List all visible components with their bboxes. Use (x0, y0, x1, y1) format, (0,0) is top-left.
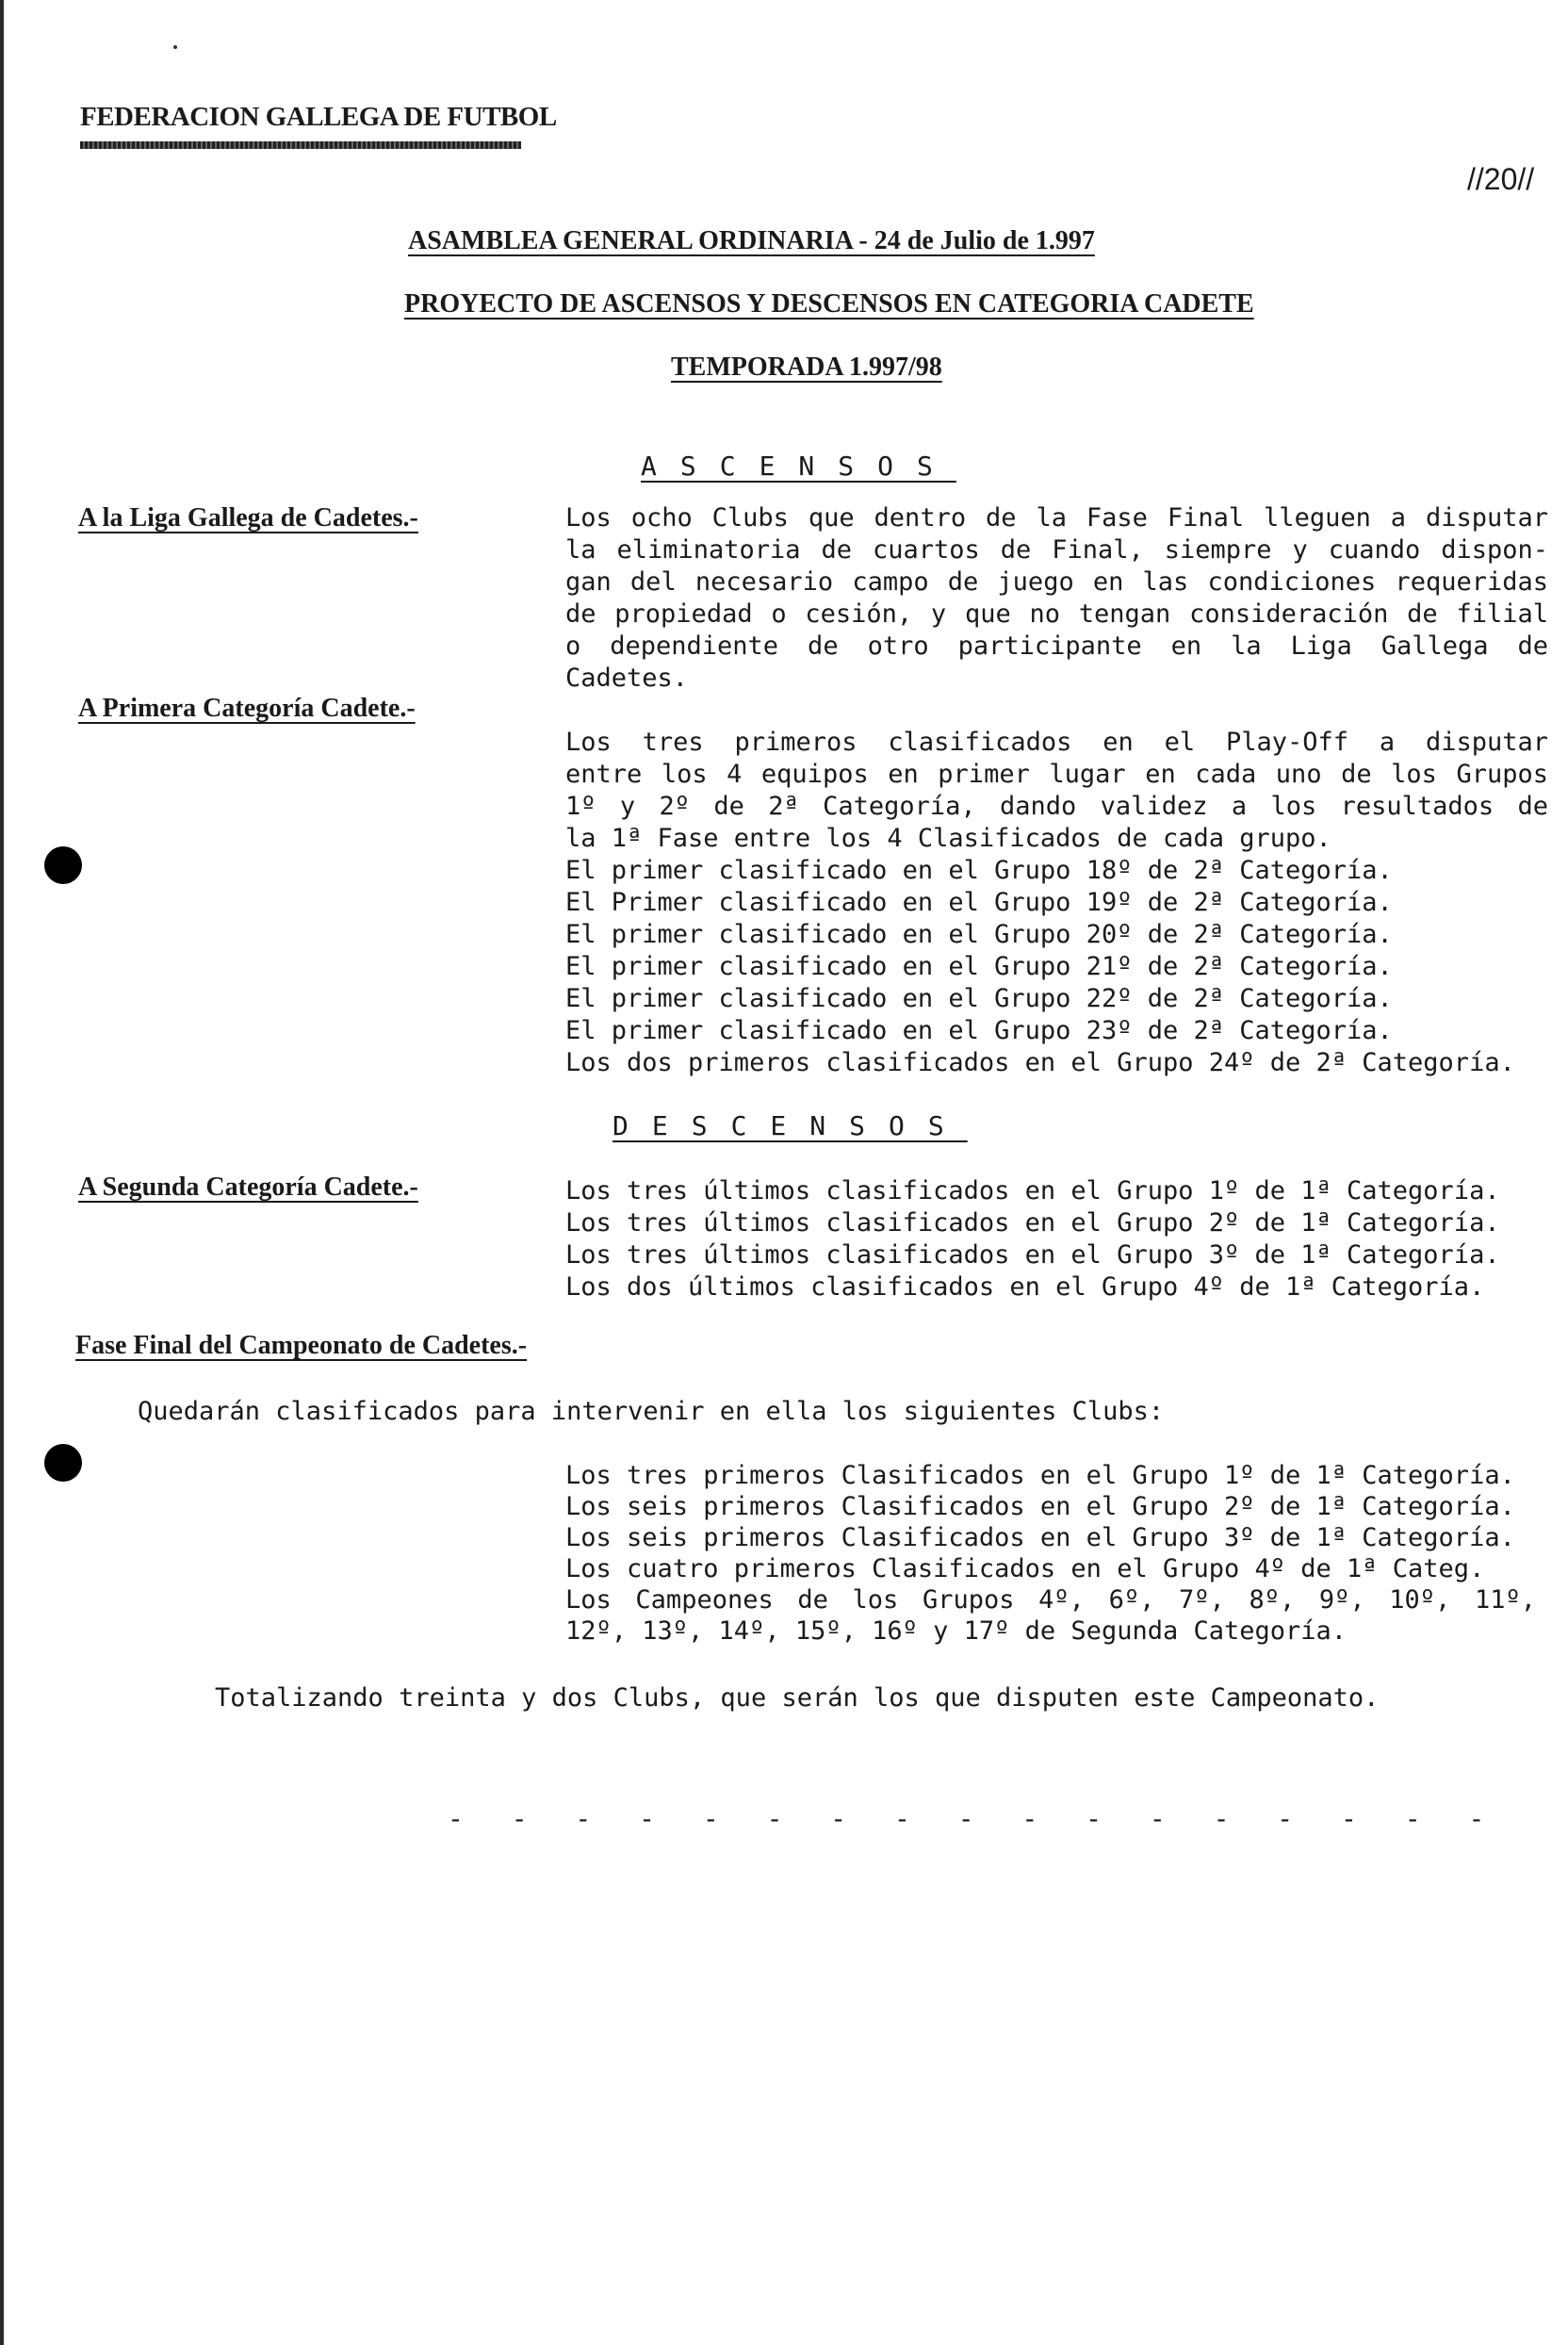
text-line: Los dos primeros clasificados en el Grupo 24º de 2ª Categoría. (565, 1048, 1515, 1077)
season-title: TEMPORADA 1.997/98 (671, 353, 942, 382)
text-line: Los tres últimos clasificados en el Grupo 1º de 1ª Categoría. (565, 1176, 1500, 1205)
fase-final-text (565, 1460, 1536, 1647)
text-line: Los tres últimos clasificados en el Grupo 2º de 1ª Categoría. (565, 1208, 1500, 1238)
text-line: Los seis primeros Clasificados en el Grupo 3º de 1ª Categoría. (565, 1523, 1515, 1552)
text-line: El primer clasificado en el Grupo 20º de 2ª Categoría. (565, 920, 1393, 949)
text-line: de propiedad o cesión, y que no tengan consideración de filial (565, 599, 1548, 629)
text-line: Los tres primeros clasificados en el Play-Off a disputar (565, 728, 1548, 757)
bullet-mark (44, 846, 82, 884)
segunda-categoria-text (565, 1175, 1500, 1304)
text-line: El primer clasificado en el Grupo 18º de 2ª Categoría. (565, 856, 1393, 885)
text-line: El primer clasificado en el Grupo 21º de 2ª Categoría. (565, 952, 1393, 981)
fase-final-total: Totalizando treinta y dos Clubs, que serán los que disputen este Campeonato. (215, 1683, 1380, 1713)
text-line: Los cuatro primeros Clasificados en el Grupo 4º de 1ª Categ. (565, 1554, 1485, 1583)
scan-edge-line (0, 0, 4, 2345)
assembly-title: ASAMBLEA GENERAL ORDINARIA - 24 de Julio de 1.997 (408, 226, 1095, 255)
liga-gallega-text (565, 502, 1548, 695)
text-line: Los tres primeros Clasificados en el Grupo 1º de 1ª Categoría. (565, 1461, 1515, 1490)
text-line: El primer clasificado en el Grupo 22º de 2ª Categoría. (565, 984, 1393, 1013)
text-line: Los dos últimos clasificados en el Grupo 4º de 1ª Categoría. (565, 1272, 1485, 1302)
primera-categoria-text (565, 727, 1548, 1079)
text-line: la 1ª Fase entre los 4 Clasificados de cada grupo. (565, 824, 1331, 853)
ascensos-heading: ASCENSOS (641, 451, 956, 482)
federation-header-underline (80, 141, 521, 149)
text-line: Los ocho Clubs que dentro de la Fase Final lleguen a disputar (565, 503, 1548, 533)
closing-dash-line: - - - - - - - - - - - - - - - - - (448, 1803, 1501, 1834)
text-line: El Primer clasificado en el Grupo 19º de 2ª Categoría. (565, 888, 1393, 917)
text-line: entre los 4 equipos en primer lugar en cada uno de los Grupos (565, 760, 1548, 789)
fase-final-label: Fase Final del Campeonato de Cadetes.- (75, 1331, 528, 1360)
text-line: Cadetes. (565, 664, 689, 693)
liga-gallega-label: A la Liga Gallega de Cadetes.- (78, 503, 418, 533)
page-number: //20// (1467, 162, 1535, 196)
text-line: Los seis primeros Clasificados en el Grupo 2º de 1ª Categoría. (565, 1492, 1515, 1521)
primera-categoria-label: A Primera Categoría Cadete.- (78, 694, 416, 723)
text-line: la eliminatoria de cuartos de Final, siempre y cuando dispon- (565, 535, 1548, 565)
federation-header: FEDERACION GALLEGA DE FUTBOL (80, 102, 557, 132)
text-line: gan del necesario campo de juego en las condiciones requeridas (565, 567, 1548, 597)
bullet-mark (44, 1444, 82, 1482)
segunda-categoria-label: A Segunda Categoría Cadete.- (78, 1172, 418, 1202)
descensos-heading: DESCENSOS (612, 1110, 968, 1141)
text-line: o dependiente de otro participante en la Liga Gallega de (565, 631, 1548, 661)
text-line: El primer clasificado en el Grupo 23º de 2ª Categoría. (565, 1016, 1393, 1045)
project-title: PROYECTO DE ASCENSOS Y DESCENSOS EN CATEGORIA CADETE (404, 289, 1254, 319)
scan-dot (173, 45, 177, 49)
text-line: 1º y 2º de 2ª Categoría, dando validez a los resultados de (565, 792, 1548, 821)
text-line: Los Campeones de los Grupos 4º, 6º, 7º, 8º, 9º, 10º, 11º, (565, 1585, 1536, 1615)
fase-final-intro: Quedarán clasificados para intervenir en ella los siguientes Clubs: (138, 1397, 1165, 1426)
text-line: Los tres últimos clasificados en el Grupo 3º de 1ª Categoría. (565, 1240, 1500, 1270)
text-line: 12º, 13º, 14º, 15º, 16º y 17º de Segunda Categoría. (565, 1616, 1348, 1646)
